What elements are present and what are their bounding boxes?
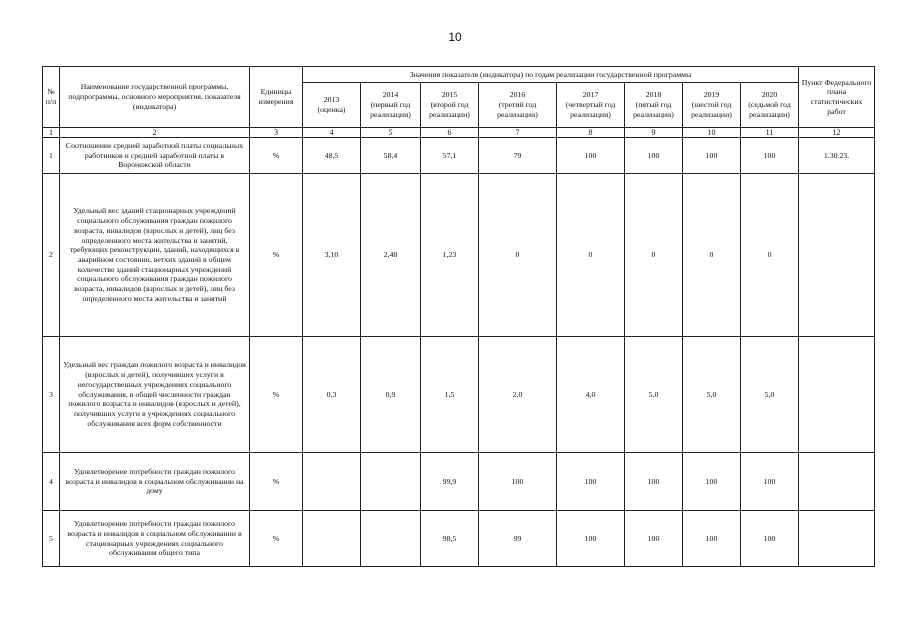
value-cell: 0 [683, 174, 741, 337]
value-cell [303, 511, 361, 567]
header-year-2018 [625, 83, 683, 128]
value-cell: 5,0 [683, 337, 741, 453]
column-number: 4 [303, 128, 361, 138]
header-values-group: Значения показателя (индикатора) по годам реализации государственной программы [303, 67, 799, 83]
federal-plan-cell [799, 337, 875, 453]
value-cell: 100 [683, 138, 741, 174]
value-cell: 100 [625, 138, 683, 174]
value-cell: 100 [683, 453, 741, 511]
value-cell: 100 [479, 453, 557, 511]
value-cell: 58,4 [361, 138, 421, 174]
column-number: 3 [250, 128, 303, 138]
header-year-2019 [683, 83, 741, 128]
unit-cell: % [250, 511, 303, 567]
value-cell: 5,0 [741, 337, 799, 453]
table-row [43, 174, 875, 337]
header-year-2020 [741, 83, 799, 128]
row-number: 4 [43, 453, 60, 511]
value-cell: 5,0 [625, 337, 683, 453]
page-number: 10 [448, 30, 462, 44]
column-number: 2 [60, 128, 250, 138]
table-row [43, 511, 875, 567]
table-row [43, 138, 875, 174]
column-number: 5 [361, 128, 421, 138]
header-row-number: № п/п [43, 67, 60, 128]
header-units: Единицы измерения [250, 67, 303, 128]
value-cell: 100 [683, 511, 741, 567]
table-row [43, 453, 875, 511]
column-number: 11 [741, 128, 799, 138]
row-number: 1 [43, 138, 60, 174]
value-cell [361, 511, 421, 567]
header-year-label: 2013 [323, 95, 340, 105]
value-cell: 3,10 [303, 174, 361, 337]
value-cell: 99,9 [421, 453, 479, 511]
header-year-2014 [361, 83, 421, 128]
header-year-2013 [303, 83, 361, 128]
value-cell: 79 [479, 138, 557, 174]
value-cell: 0 [479, 174, 557, 337]
federal-plan-cell [799, 511, 875, 567]
header-year-label: 2020 [761, 90, 778, 100]
unit-cell: % [250, 174, 303, 337]
unit-cell: % [250, 138, 303, 174]
value-cell: 2,0 [479, 337, 557, 453]
header-year-label: 2014 [382, 90, 399, 100]
column-number: 8 [557, 128, 625, 138]
header-year-label: 2015 [441, 90, 458, 100]
header-year-label: 2017 [582, 90, 599, 100]
value-cell: 100 [557, 511, 625, 567]
header-year-label: 2019 [703, 90, 720, 100]
unit-cell: % [250, 337, 303, 453]
table-row [43, 337, 875, 453]
header-year-label: 2016 [509, 90, 526, 100]
value-cell: 0 [557, 174, 625, 337]
header-year-2016 [479, 83, 557, 128]
value-cell: 0 [625, 174, 683, 337]
value-cell: 0 [741, 174, 799, 337]
value-cell [361, 453, 421, 511]
header-year-note: (седьмой год реализации) [748, 100, 791, 119]
header-year-label: 2018 [645, 90, 662, 100]
value-cell: 100 [625, 511, 683, 567]
header-year-note: (четвертый год реализации) [565, 100, 616, 119]
value-cell: 100 [557, 453, 625, 511]
value-cell: 4,0 [557, 337, 625, 453]
column-number: 12 [799, 128, 875, 138]
column-number: 6 [421, 128, 479, 138]
value-cell: 57,1 [421, 138, 479, 174]
header-year-note: (шестой год реализации) [691, 100, 732, 119]
indicator-name: Удельный вес граждан пожилого возраста и инвалидов (взрослых и детей), получивших услуги в негосударственных учреждениях социального обслуживания, в общей численности граждан пожилого возраста и инвалидов (взрослых и детей), получивших услуги в учреждениях социального обслуживания всех форм собственности [60, 337, 250, 453]
indicators-table [42, 66, 875, 567]
column-number: 7 [479, 128, 557, 138]
header-year-2017 [557, 83, 625, 128]
row-number: 5 [43, 511, 60, 567]
header-name: Наименование государственной программы, подпрограммы, основного мероприятия, показателя (индикатора) [60, 67, 250, 128]
column-number: 9 [625, 128, 683, 138]
value-cell: 0,9 [361, 337, 421, 453]
value-cell: 0,3 [303, 337, 361, 453]
value-cell: 1,5 [421, 337, 479, 453]
value-cell: 2,48 [361, 174, 421, 337]
indicator-name: Удельный вес зданий стационарных учреждений социального обслуживания граждан пожилого возраста, инвалидов (взрослых и детей), лиц без определенного места жительства и занятий, требующих реконструкции, зданий, находящихся в аварийном состоянии, ветхих зданий в общем количестве зданий стационарных учреждений социального обслуживания граждан пожилого возраста, инвалидов (взрослых и детей), лиц без определенного места жительства и занятий [60, 174, 250, 337]
value-cell: 100 [741, 511, 799, 567]
value-cell [303, 453, 361, 511]
federal-plan-cell: 1.30.23. [799, 138, 875, 174]
header-year-note: (пятый год реализации) [633, 100, 674, 119]
indicator-name: Удовлетворение потребности граждан пожилого возраста и инвалидов в социальном обслуживании на дому [60, 453, 250, 511]
header-federal-plan: Пункт Федерального плана статистических работ [799, 67, 875, 128]
row-number: 2 [43, 174, 60, 337]
value-cell: 100 [557, 138, 625, 174]
value-cell: 1,23 [421, 174, 479, 337]
header-year-note: (второй год реализации) [429, 100, 470, 119]
header-year-2015 [421, 83, 479, 128]
federal-plan-cell [799, 453, 875, 511]
value-cell: 99 [479, 511, 557, 567]
value-cell: 100 [741, 453, 799, 511]
column-number: 10 [683, 128, 741, 138]
value-cell: 100 [741, 138, 799, 174]
header-year-note: (оценка) [317, 105, 346, 114]
indicator-name: Соотношение средней заработной платы социальных работников и средней заработной платы в Воронежской области [60, 138, 250, 174]
federal-plan-cell [799, 174, 875, 337]
header-year-note: (первый год реализации) [370, 100, 411, 119]
row-number: 3 [43, 337, 60, 453]
value-cell: 48,5 [303, 138, 361, 174]
indicator-name: Удовлетворение потребности граждан пожилого возраста и инвалидов в социальном обслуживании в стационарных учреждениях социального обслуживания общего типа [60, 511, 250, 567]
column-number: 1 [43, 128, 60, 138]
value-cell: 98,5 [421, 511, 479, 567]
unit-cell: % [250, 453, 303, 511]
header-year-note: (третий год реализации) [497, 100, 538, 119]
value-cell: 100 [625, 453, 683, 511]
